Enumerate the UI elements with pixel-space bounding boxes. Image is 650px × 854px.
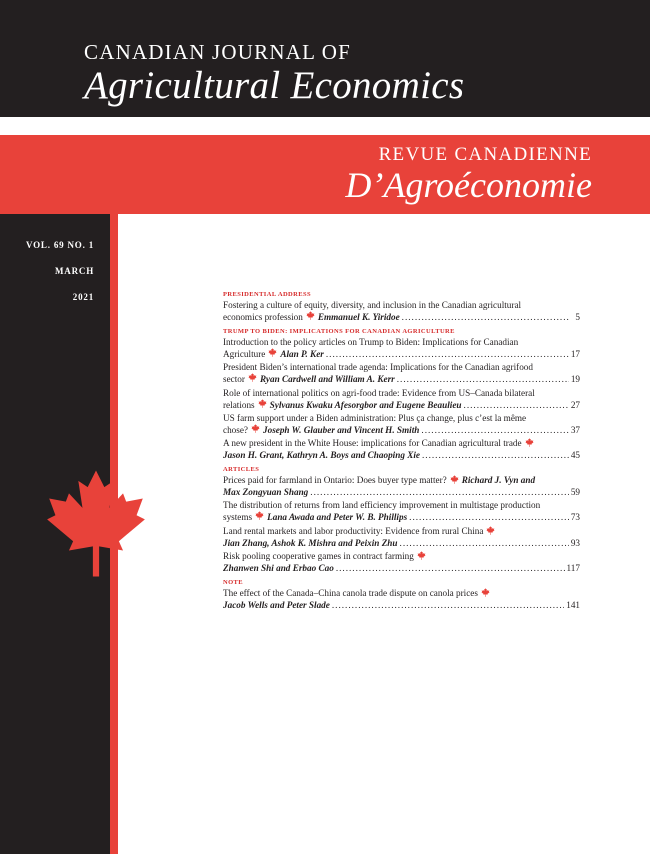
entry-title-cont: chose? — [223, 424, 248, 435]
entry-title-line — [223, 361, 580, 373]
journal-title-en-small: CANADIAN JOURNAL OF — [84, 40, 352, 64]
entry-authors: Richard J. Vyn and — [461, 475, 536, 486]
entry-title-line — [223, 437, 580, 449]
entry-title-cont: sector — [223, 374, 245, 385]
entry-authors: Lana Awada and Peter W. B. Phillips — [267, 512, 408, 523]
dot-leader — [310, 486, 569, 498]
page-number: 59 — [570, 487, 580, 498]
page-number: 17 — [570, 349, 580, 360]
page-number: 5 — [575, 312, 580, 323]
entry-title: The distribution of returns from land efficiency improvement in multistage production — [223, 500, 541, 511]
entry-title-cont: Agriculture — [223, 349, 266, 360]
entry-author-line — [223, 424, 580, 436]
entry-title-line — [223, 474, 580, 486]
dot-leader — [422, 449, 569, 461]
dot-leader — [326, 348, 569, 360]
entry-title-line — [223, 412, 580, 424]
maple-leaf-icon — [248, 373, 257, 382]
dot-leader — [464, 399, 569, 411]
entry-title: President Biden’s international trade agenda: Implications for the Canadian agrifood — [223, 362, 533, 373]
entry-title: Introduction to the policy articles on Trump to Biden: Implications for Canadian — [223, 337, 519, 348]
entry-authors: Jian Zhang, Ashok K. Mishra and Peixin Zhu — [223, 537, 398, 548]
entry-authors: Sylvanus Kwaku Afesorgbor and Eugene Beaulieu — [269, 399, 462, 410]
dot-leader — [409, 511, 569, 523]
table-of-contents — [223, 290, 580, 612]
entry-authors: Zhanwen Shi and Erbao Cao — [223, 562, 334, 573]
issue-year: 2021 — [72, 292, 94, 302]
toc-entry[interactable] — [223, 499, 580, 523]
maple-leaf-icon — [306, 311, 315, 320]
toc-entry[interactable] — [223, 412, 580, 436]
entry-authors: Alan P. Ker — [280, 349, 324, 360]
entry-title-line — [223, 587, 580, 599]
maple-leaf-icon — [255, 511, 264, 520]
journal-title-en-big: Agricultural Economics — [84, 64, 465, 107]
entry-author-line — [223, 348, 580, 360]
journal-title-fr-small: REVUE CANADIENNE — [378, 144, 592, 165]
section-heading: NOTE — [223, 578, 244, 586]
entry-author-line — [223, 511, 580, 523]
section-heading: ARTICLES — [223, 466, 260, 474]
toc-entry[interactable] — [223, 550, 580, 574]
maple-leaf-icon — [486, 526, 495, 535]
entry-title-line — [223, 299, 580, 311]
entry-authors: Max Zongyuan Shang — [223, 487, 309, 498]
page-number: 19 — [570, 374, 580, 385]
entry-title: Prices paid for farmland in Ontario: Does buyer type matter? — [223, 475, 447, 486]
entry-author-line — [223, 399, 580, 411]
entry-authors: Jacob Wells and Peter Slade — [223, 599, 330, 610]
entry-title-line — [223, 499, 580, 511]
entry-title: Land rental markets and labor productivity: Evidence from rural China — [223, 525, 484, 536]
toc-entry[interactable] — [223, 336, 580, 360]
maple-leaf-icon — [44, 468, 148, 578]
entry-title: US farm support under a Biden administration: Plus ça change, plus c’est la même — [223, 412, 527, 423]
page-number: 45 — [570, 450, 580, 461]
toc-entry[interactable] — [223, 437, 580, 461]
section-heading: TRUMP TO BIDEN: IMPLICATIONS FOR CANADIAN AGRICULTURE — [223, 328, 455, 336]
entry-authors: Jason H. Grant, Kathryn A. Boys and Chaoping Xie — [223, 450, 420, 461]
maple-leaf-icon — [268, 348, 277, 357]
volume-number: VOL. 69 NO. 1 — [26, 240, 94, 250]
page-number: 141 — [566, 599, 580, 610]
dot-leader — [421, 424, 568, 436]
entry-author-line — [223, 311, 580, 323]
maple-leaf-icon — [258, 399, 267, 408]
page-number: 93 — [570, 537, 580, 548]
maple-leaf-icon — [481, 588, 490, 597]
maple-leaf-icon — [417, 551, 426, 560]
maple-leaf-icon — [450, 475, 459, 484]
entry-author-line — [223, 537, 580, 549]
entry-title-cont: systems — [223, 512, 253, 523]
page-number: 37 — [570, 424, 580, 435]
toc-entry[interactable] — [223, 361, 580, 385]
entry-title-line — [223, 525, 580, 537]
issue-month: MARCH — [55, 266, 94, 276]
maple-leaf-icon — [525, 438, 534, 447]
entry-author-line — [223, 486, 580, 498]
entry-title-line — [223, 387, 580, 399]
entry-author-line — [223, 449, 580, 461]
entry-title: Role of international politics on agri-food trade: Evidence from US–Canada bilateral — [223, 387, 535, 398]
entry-authors: Joseph W. Glauber and Vincent H. Smith — [263, 424, 420, 435]
entry-title: Risk pooling cooperative games in contract farming — [223, 550, 414, 561]
entry-title-line — [223, 550, 580, 562]
entry-title-cont: relations — [223, 399, 255, 410]
entry-title: The effect of the Canada–China canola trade dispute on canola prices — [223, 587, 478, 598]
page-number: 117 — [566, 562, 580, 573]
dot-leader — [400, 537, 569, 549]
maple-leaf-icon — [251, 424, 260, 433]
entry-author-line — [223, 599, 580, 611]
toc-entry[interactable] — [223, 525, 580, 549]
entry-authors: Emmanuel K. Yiridoe — [317, 312, 400, 323]
journal-title-fr-big: D’Agroéconomie — [345, 165, 592, 205]
toc-entry[interactable] — [223, 474, 580, 498]
entry-title: A new president in the White House: implications for Canadian agricultural trade — [223, 437, 522, 448]
toc-entry[interactable] — [223, 299, 580, 323]
entry-authors: Ryan Cardwell and William A. Kerr — [259, 374, 395, 385]
dot-leader — [402, 311, 570, 323]
dot-leader — [336, 562, 565, 574]
entry-title: Fostering a culture of equity, diversity, and inclusion in the Canadian agricultural — [223, 300, 522, 310]
entry-author-line — [223, 373, 580, 385]
toc-entry[interactable] — [223, 587, 580, 611]
toc-entry[interactable] — [223, 387, 580, 411]
page-number: 27 — [570, 399, 580, 410]
entry-title-line — [223, 336, 580, 348]
entry-title-cont: economics profession — [223, 312, 303, 323]
entry-author-line — [223, 562, 580, 574]
section-heading: PRESIDENTIAL ADDRESS — [223, 291, 312, 298]
dot-leader — [332, 599, 564, 611]
page-number: 73 — [570, 512, 580, 523]
dot-leader — [397, 373, 569, 385]
